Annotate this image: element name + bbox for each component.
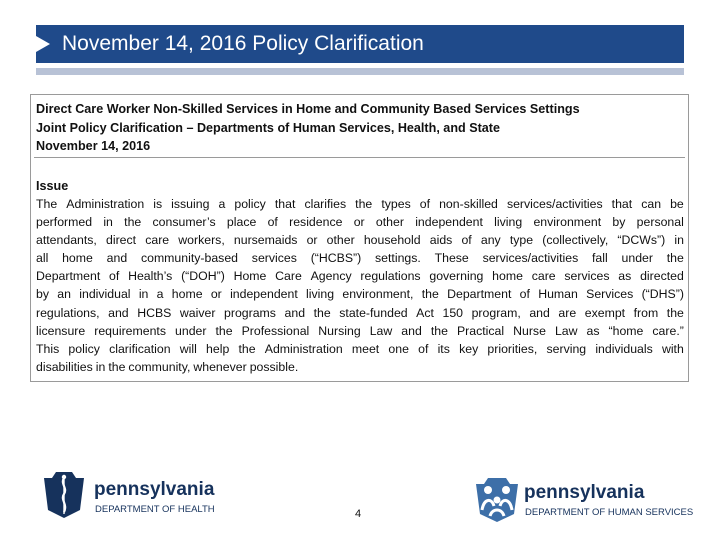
issue-word: a	[218, 197, 226, 211]
issue-word: the	[666, 305, 684, 320]
issue-word: Administration	[66, 197, 145, 211]
issue-word: other	[375, 215, 404, 230]
issue-word: the	[313, 305, 331, 320]
issue-word: and	[284, 305, 306, 320]
issue-word: that	[274, 197, 296, 211]
issue-word: home	[171, 287, 203, 302]
keystone-health-icon	[40, 470, 88, 520]
issue-word: by	[36, 287, 49, 302]
issue-line	[36, 213, 684, 231]
issue-line	[36, 249, 684, 267]
issue-word: Administration	[264, 341, 343, 356]
issue-word: type	[509, 233, 534, 248]
document-title: Direct Care Worker Non-Skilled Services in Home and Community Based Services Settings	[36, 102, 580, 116]
issue-word: Law	[369, 323, 393, 338]
issue-word: independent	[230, 287, 298, 302]
pa-health-logo	[40, 470, 240, 520]
issue-word: services	[564, 269, 610, 284]
issue-word: aids	[429, 233, 453, 248]
issue-word: nursemaids	[233, 233, 298, 248]
issue-word: in	[138, 287, 149, 302]
issue-word: Professional	[241, 323, 310, 338]
issue-word: (“DOH”)	[181, 269, 225, 284]
issue-word: clarifies	[304, 197, 347, 211]
issue-word: The	[36, 197, 58, 211]
issue-word: state-funded	[339, 305, 408, 320]
issue-word: under	[621, 251, 653, 266]
issue-word: licensure	[36, 323, 86, 338]
issue-word: key	[459, 341, 479, 356]
issue-word: help	[206, 341, 230, 356]
issue-word: is	[153, 197, 163, 211]
issue-word: programs	[224, 305, 276, 320]
issue-word: individuals	[595, 341, 653, 356]
issue-word: can	[641, 197, 662, 211]
issue-word: of	[267, 215, 278, 230]
issue-word: Practical	[456, 323, 505, 338]
issue-heading: Issue	[36, 179, 69, 193]
issue-word: community-based	[140, 251, 239, 266]
issue-word: types	[381, 197, 411, 211]
issue-word: “DCWs”)	[617, 233, 666, 248]
issue-word: under	[175, 323, 207, 338]
issue-word: a	[156, 287, 164, 302]
issue-word: Services	[586, 287, 634, 302]
issue-word: performed	[36, 215, 93, 230]
pa-human-services-logo	[472, 476, 692, 526]
header-divider	[34, 157, 685, 158]
issue-word: or	[210, 287, 222, 302]
issue-word: will	[179, 341, 197, 356]
issue-word: household	[363, 233, 421, 248]
issue-word: the	[430, 323, 448, 338]
issue-word: (“DHS”)	[641, 287, 684, 302]
issue-word: as	[618, 269, 632, 284]
issue-word: or	[306, 233, 318, 248]
title-underline	[36, 68, 684, 75]
issue-word: Department	[447, 287, 512, 302]
issue-word: 150	[442, 305, 464, 320]
policy-document	[30, 94, 689, 382]
pa-human-services-department: DEPARTMENT OF HUMAN SERVICES	[525, 507, 694, 518]
issue-line	[36, 285, 684, 303]
issue-word: place	[226, 215, 257, 230]
issue-word: Law	[554, 323, 578, 338]
issue-word: be	[670, 197, 684, 211]
issue-word: the	[666, 251, 684, 266]
issue-word: environment,	[342, 287, 414, 302]
issue-word: regulations,	[36, 305, 100, 320]
issue-word: fall	[592, 251, 608, 266]
document-date: November 14, 2016	[36, 139, 151, 154]
issue-word: program,	[471, 305, 521, 320]
issue-word: in	[674, 233, 684, 248]
issue-word: of	[461, 233, 472, 248]
issue-word: possible.	[249, 359, 299, 374]
issue-word: that	[611, 197, 633, 211]
issue-line	[36, 322, 684, 340]
issue-word: policy	[68, 341, 100, 356]
document-subtitle: Joint Policy Clarification – Departments of Human Services, Health, and State	[36, 120, 500, 135]
issue-word: by	[612, 215, 626, 230]
issue-line	[36, 267, 684, 285]
issue-word: “home	[608, 323, 644, 338]
issue-word: consumer’s	[152, 215, 216, 230]
issue-word: workers,	[178, 233, 225, 248]
issue-word: direct	[106, 233, 137, 248]
issue-word: Care	[275, 269, 302, 284]
issue-word: care	[145, 233, 170, 248]
pa-health-department: DEPARTMENT OF HEALTH	[95, 504, 215, 515]
issue-word: care	[531, 269, 556, 284]
issue-word: priorities,	[487, 341, 538, 356]
issue-word: waiver	[179, 305, 216, 320]
issue-word: governing	[429, 269, 484, 284]
issue-word: of	[419, 197, 431, 211]
issue-word: and	[401, 323, 422, 338]
issue-line	[36, 195, 684, 213]
issue-paragraph	[36, 195, 684, 376]
issue-word: the	[108, 359, 126, 374]
issue-word: Department	[36, 269, 101, 284]
issue-word: and	[529, 305, 550, 320]
title-arrow-icon	[36, 36, 50, 52]
issue-word: the	[238, 341, 256, 356]
issue-word: and	[106, 251, 128, 266]
issue-word: Act	[416, 305, 434, 320]
issue-line	[36, 304, 684, 322]
issue-word: Human	[538, 287, 578, 302]
issue-word: of	[109, 269, 120, 284]
issue-word: (collectively,	[542, 233, 609, 248]
pa-health-wordmark: pennsylvania	[94, 479, 215, 500]
issue-word: serving	[546, 341, 587, 356]
issue-word: clarification	[109, 341, 171, 356]
issue-word: and	[108, 305, 129, 320]
issue-word: the	[215, 323, 233, 338]
issue-word: Agency	[310, 269, 352, 284]
issue-word: in	[103, 215, 113, 230]
issue-word: the	[421, 287, 439, 302]
issue-word: of	[519, 287, 530, 302]
issue-word: policy	[234, 197, 266, 211]
issue-word: services	[251, 251, 297, 266]
issue-word: home	[62, 251, 93, 266]
issue-word: an	[57, 287, 71, 302]
slide-title: November 14, 2016 Policy Clarification	[62, 32, 424, 55]
issue-word: These	[434, 251, 469, 266]
issue-word: settings.	[375, 251, 421, 266]
issue-word: in	[95, 359, 106, 374]
issue-line	[36, 340, 684, 358]
issue-word: or	[353, 215, 365, 230]
issue-line	[36, 358, 684, 376]
issue-word: living	[494, 215, 523, 230]
pa-human-services-wordmark: pennsylvania	[524, 482, 645, 503]
issue-word: directed	[640, 269, 684, 284]
issue-word: non-skilled	[439, 197, 498, 211]
issue-word: the	[355, 197, 373, 211]
document-header	[36, 100, 686, 156]
issue-word: Health’s	[128, 269, 173, 284]
issue-word: the	[124, 215, 142, 230]
issue-word: residence	[289, 215, 343, 230]
issue-word: care.”	[652, 323, 684, 338]
issue-word: with	[661, 341, 684, 356]
issue-word: living	[306, 287, 335, 302]
issue-word: Nursing	[318, 323, 361, 338]
issue-word: requirements	[94, 323, 166, 338]
issue-word: other	[326, 233, 355, 248]
issue-word: its	[437, 341, 450, 356]
issue-word: whenever	[193, 359, 247, 374]
issue-word: exempt	[584, 305, 626, 320]
issue-word: from	[633, 305, 659, 320]
page-number: 4	[355, 508, 362, 520]
issue-word: as	[586, 323, 600, 338]
keystone-family-icon	[472, 476, 522, 524]
issue-word: all	[36, 251, 49, 266]
issue-word: Home	[233, 269, 267, 284]
issue-word: This	[36, 341, 60, 356]
issue-line	[36, 231, 684, 249]
issue-word: attendants,	[36, 233, 97, 248]
issue-word: any	[480, 233, 501, 248]
issue-word: HCBS	[137, 305, 172, 320]
issue-word: services/activities	[506, 197, 603, 211]
issue-word: one	[388, 341, 409, 356]
issue-word: are	[558, 305, 577, 320]
issue-word: (“HCBS”)	[310, 251, 362, 266]
issue-word: home	[492, 269, 523, 284]
issue-word: Nurse	[513, 323, 546, 338]
issue-word: of	[418, 341, 429, 356]
issue-word: issuing	[171, 197, 210, 211]
issue-word: disabilities	[36, 359, 93, 374]
issue-word: services/activities	[482, 251, 579, 266]
issue-word: independent	[415, 215, 483, 230]
issue-word: environment	[533, 215, 602, 230]
issue-word: meet	[351, 341, 380, 356]
issue-word: personal	[636, 215, 684, 230]
issue-word: community,	[128, 359, 191, 374]
issue-word: regulations	[360, 269, 421, 284]
issue-word: individual	[79, 287, 131, 302]
